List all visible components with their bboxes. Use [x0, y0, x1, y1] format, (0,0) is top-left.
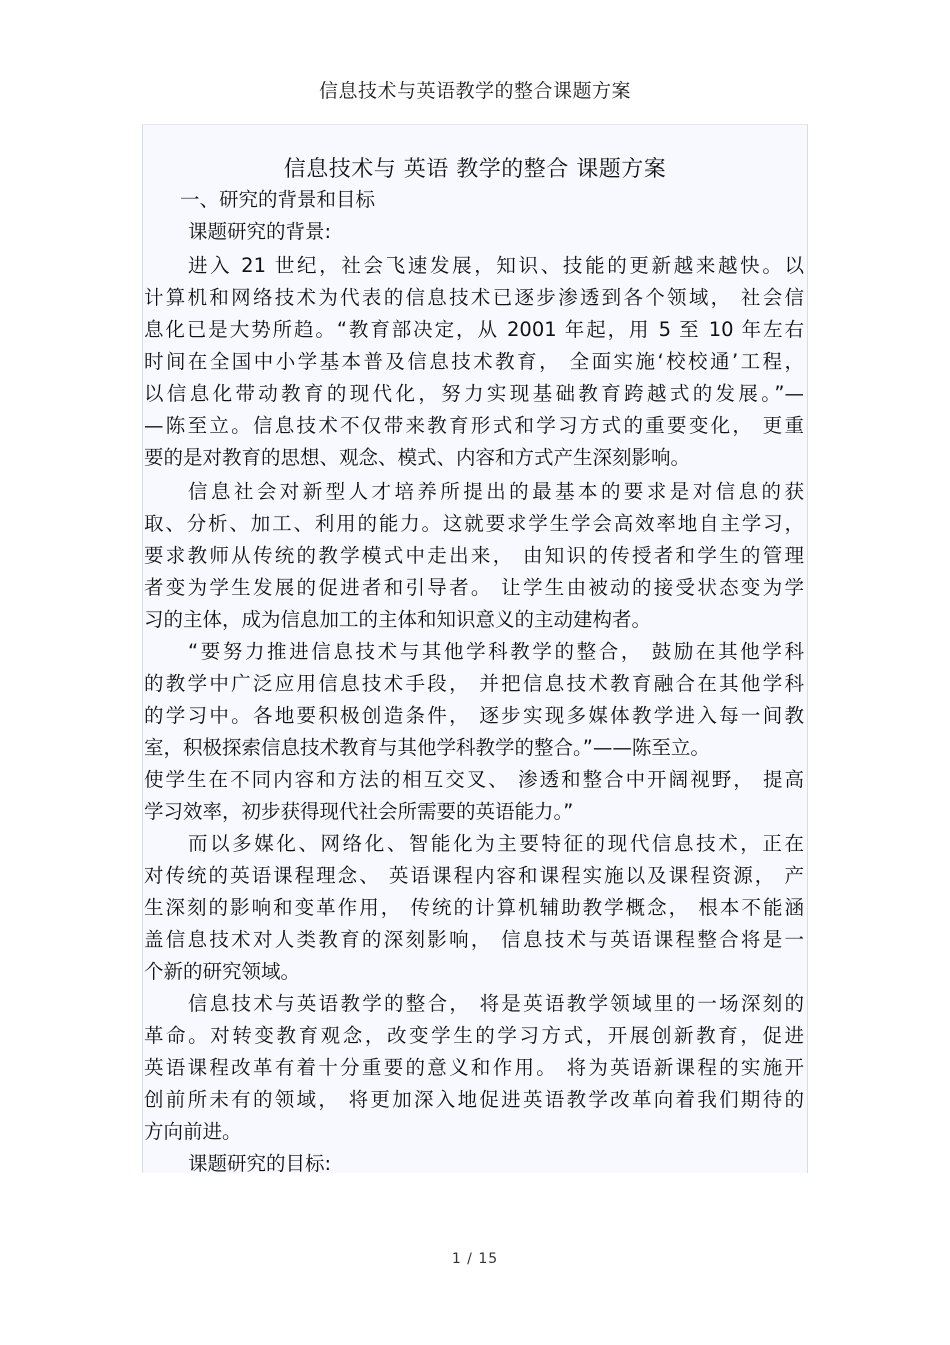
paragraph-line: 以信息化带动教育的现代化，努力实现基础教育跨越式的发展。”—	[144, 382, 804, 405]
paragraph-line: 创前所未有的领域， 将更加深入地促进英语教学改革向着我们期待的	[144, 1088, 804, 1111]
paragraph-line: 个新的研究领域。	[144, 960, 301, 983]
paragraph-line: —陈至立。信息技术不仅带来教育形式和学习方式的重要变化， 更重	[144, 414, 804, 437]
paragraph-line: 使学生在不同内容和方法的相互交叉、 渗透和整合中开阔视野， 提高	[144, 768, 804, 791]
paragraph-line: “要努力推进信息技术与其他学科教学的整合， 鼓励在其他学科	[188, 640, 804, 663]
paragraph-line: 盖信息技术对人类教育的深刻影响， 信息技术与英语课程整合将是一	[144, 928, 804, 951]
paragraph-line: 英语课程改革有着十分重要的意义和作用。 将为英语新课程的实施开	[144, 1056, 804, 1079]
paragraph-line: 要求教师从传统的教学模式中走出来， 由知识的传授者和学生的管理	[144, 544, 804, 567]
page-number: 1 / 15	[451, 1251, 499, 1267]
paragraph-line: 信息社会对新型人才培养所提出的最基本的要求是对信息的获	[188, 480, 804, 503]
paragraph-line: 时间在全国中小学基本普及信息技术教育， 全面实施‘校校通’工程，	[144, 350, 804, 373]
paragraph-line: 室，积极探索信息技术教育与其他学科教学的整合。”——陈至立。	[144, 736, 710, 759]
paragraph-line: 生深刻的影响和变革作用， 传统的计算机辅助教学概念， 根本不能涵	[144, 896, 804, 919]
paragraph-line: 学习效率，初步获得现代社会所需要的英语能力。”	[144, 800, 574, 823]
paragraph-line: 而以多媒化、网络化、智能化为主要特征的现代信息技术，正在	[188, 832, 804, 855]
paragraph-line: 计算机和网络技术为代表的信息技术已逐步渗透到各个领域， 社会信	[144, 286, 804, 309]
paragraph-line: 要的是对教育的思想、观念、模式、内容和方式产生深刻影响。	[144, 446, 691, 469]
running-header-title: 信息技术与英语教学的整合课题方案	[318, 80, 631, 102]
paragraph-line: 息化已是大势所趋。“教育部决定，从 2001 年起，用 5 至 10 年左右	[144, 318, 804, 341]
background-label: 课题研究的背景:	[188, 220, 332, 243]
paragraph-line: 信息技术与英语教学的整合， 将是英语教学领域里的一场深刻的	[188, 992, 804, 1015]
paragraph-line: 习的主体，成为信息加工的主体和知识意义的主动建构者。	[144, 608, 652, 631]
section-heading: 一、研究的背景和目标	[180, 188, 376, 211]
paragraph-line: 方向前进。	[144, 1120, 242, 1143]
paragraph-line: 取、分析、加工、利用的能力。这就要求学生学会高效率地自主学习，	[144, 512, 804, 535]
paragraph-line: 进入 21 世纪，社会飞速发展，知识、技能的更新越来越快。以	[188, 254, 804, 277]
paragraph-line: 的教学中广泛应用信息技术手段， 并把信息技术教育融合在其他学科	[144, 672, 804, 695]
document-title: 信息技术与 英语 教学的整合 课题方案	[283, 157, 667, 182]
paragraph-line: 的学习中。各地要积极创造条件， 逐步实现多媒体教学进入每一间教	[144, 704, 804, 727]
paragraph-line: 者变为学生发展的促进者和引导者。 让学生由被动的接受状态变为学	[144, 576, 804, 599]
paragraph-line: 对传统的英语课程理念、 英语课程内容和课程实施以及课程资源， 产	[144, 864, 804, 887]
paragraph-line: 革命。对转变教育观念，改变学生的学习方式，开展创新教育，促进	[144, 1024, 804, 1047]
goal-label: 课题研究的目标:	[188, 1152, 332, 1175]
